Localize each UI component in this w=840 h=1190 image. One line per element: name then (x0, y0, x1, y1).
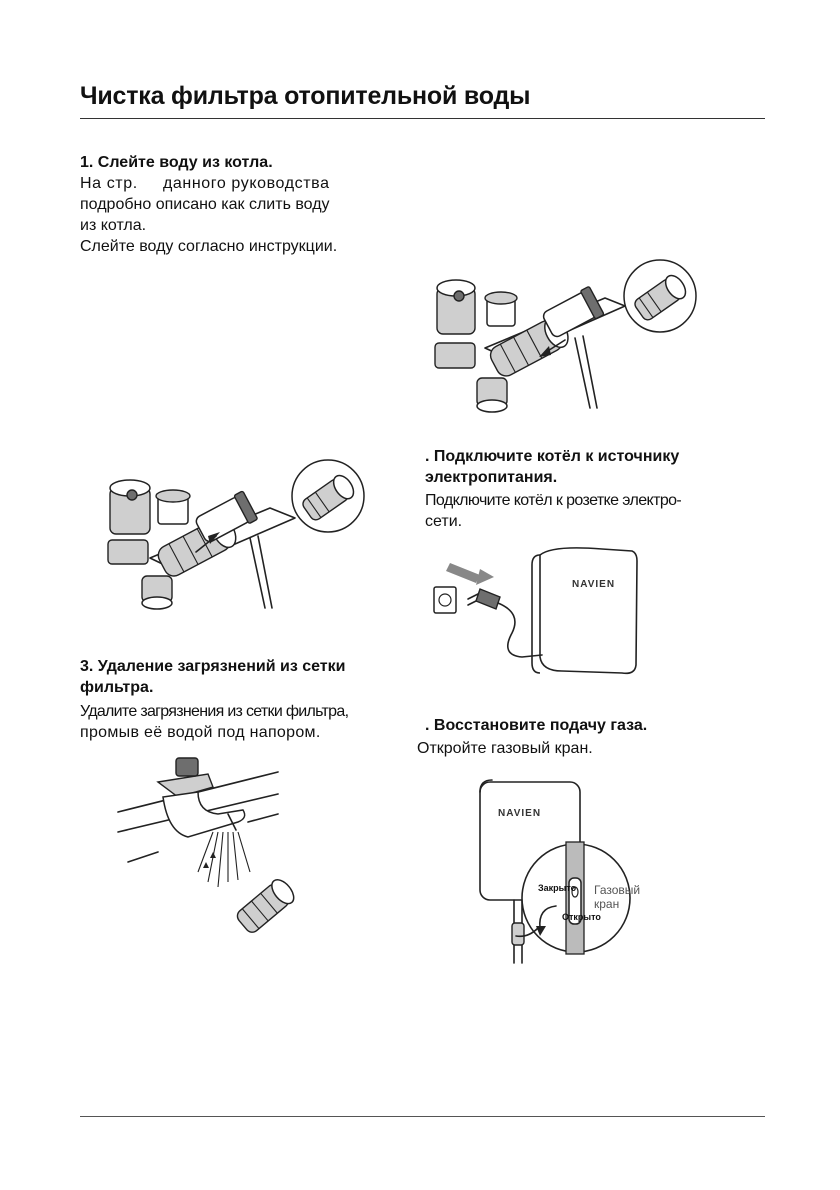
step-5 (417, 715, 737, 759)
step-4-heading-1: . Подключите котёл к источнику (425, 448, 680, 465)
step-3-line-1: Удалите загрязнения из сетки фильтра, (80, 703, 349, 720)
title-divider (80, 118, 765, 119)
valve-closed-label: Закрыто (538, 883, 577, 893)
step-1-line-3: из котла. (80, 217, 147, 234)
step-1-line-4: Слейте воду согласно инструкции. (80, 238, 338, 255)
step-5-line-1: Откройте газовый кран. (417, 740, 593, 757)
step-4-line-2: сети. (425, 513, 463, 530)
gas-valve-illustration (476, 778, 646, 968)
step-1-line-1: На стр. данного руководства (80, 175, 330, 192)
step-4-heading-2: электропитания. (425, 469, 558, 486)
gas-valve-label-2: кран (594, 897, 620, 911)
boiler-power-illustration (432, 545, 652, 680)
step-3-line-2: промыв её водой под напором. (80, 724, 321, 741)
filter-insertion-illustration (100, 448, 370, 613)
step-5-heading: . Восстановите подачу газа. (425, 717, 648, 734)
step-3 (80, 656, 380, 743)
filter-removal-illustration (425, 258, 695, 418)
gas-valve-label-1: Газовый (594, 883, 641, 897)
step-1 (80, 152, 370, 257)
footer-divider (80, 1116, 765, 1117)
step-4 (425, 446, 725, 532)
step-1-heading: 1. Слейте воду из котла. (80, 154, 273, 171)
step-3-heading: 3. Удаление загрязнений из сетки фильтра. (80, 658, 346, 696)
page-title: Чистка фильтра отопительной воды (80, 82, 531, 110)
boiler-brand-label: NAVIEN (572, 579, 616, 590)
valve-open-label: Открыто (562, 912, 601, 922)
step-4-line-1: Подключите котёл к розетке электро- (425, 492, 682, 509)
boiler-brand-label-2: NAVIEN (498, 808, 542, 819)
step-1-line-2: подробно описано как слить воду (80, 196, 330, 213)
faucet-washing-illustration (118, 752, 288, 942)
